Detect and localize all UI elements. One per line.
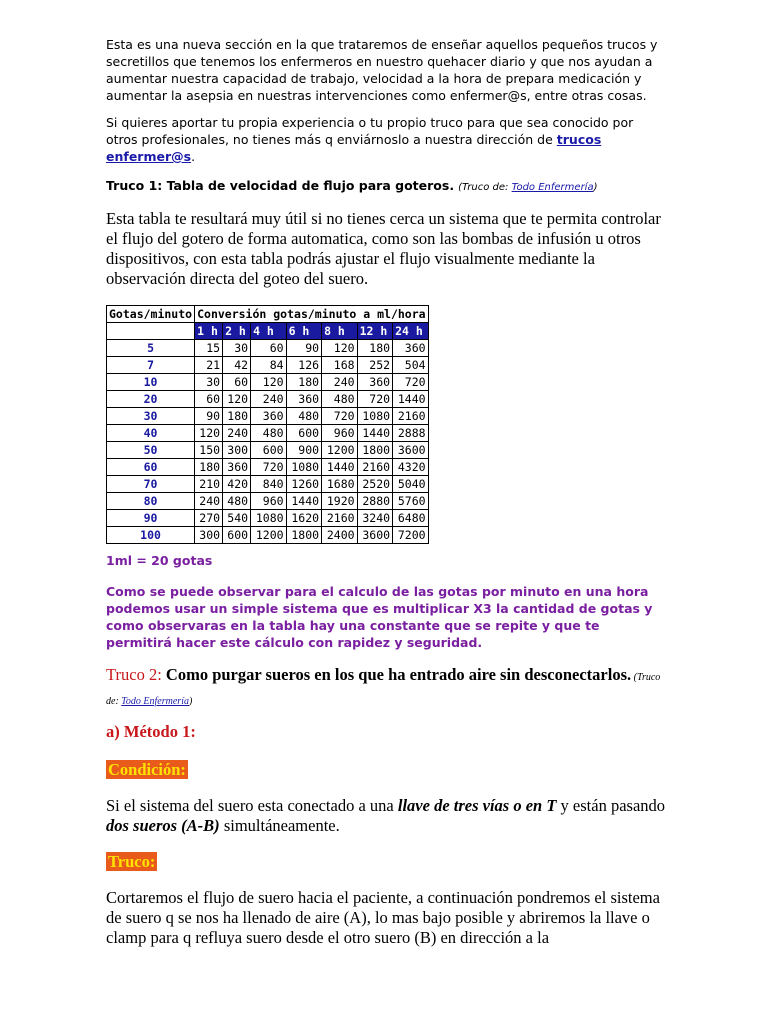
explanation-text: Como se puede observar para el calculo de las gotas por minuto en una hora podemos usar un simple sistema que es multiplicar X3 la cantidad de gotas y como observaras en la tabla hay una constante que se repite y que te permitirá hacer este cálculo con rapidez y seguridad. — [106, 584, 653, 650]
table-row — [107, 459, 429, 476]
ml-per-hour-cell: 600 — [286, 425, 322, 442]
ml-per-hour-cell: 360 — [393, 340, 429, 357]
table-row — [107, 374, 429, 391]
ml-per-hour-cell: 960 — [251, 493, 287, 510]
ml-per-hour-cell: 168 — [322, 357, 358, 374]
condition-text-2: y están pasando — [556, 796, 666, 815]
ml-per-hour-cell: 300 — [223, 442, 251, 459]
ml-per-hour-cell: 360 — [286, 391, 322, 408]
ml-per-hour-cell: 360 — [223, 459, 251, 476]
drops-per-minute-cell: 30 — [107, 408, 195, 425]
hour-header-cell: 12 h — [357, 323, 393, 340]
ml-per-hour-cell: 15 — [195, 340, 223, 357]
truco1-body-text: Esta tabla te resultará muy útil si no tienes cerca un sistema que te permita controlar el flujo del gotero de forma automatica, como son las bombas de infusión u otros dispositivos, con esta tabla podrás ajustar el flujo visualmente mediante la observación directa del goteo del suero. — [106, 209, 661, 288]
ml-per-hour-cell: 1080 — [286, 459, 322, 476]
ml-per-hour-cell: 720 — [251, 459, 287, 476]
method-label: a) Método 1: — [106, 722, 196, 741]
table-row — [107, 476, 429, 493]
drops-per-minute-cell: 60 — [107, 459, 195, 476]
ml-per-hour-cell: 60 — [223, 374, 251, 391]
condition-heading — [106, 760, 666, 780]
condition-label: Condición: — [108, 760, 186, 779]
ml-per-hour-cell: 840 — [251, 476, 287, 493]
drops-per-minute-cell: 40 — [107, 425, 195, 442]
drops-per-minute-cell: 80 — [107, 493, 195, 510]
ml-per-hour-cell: 1200 — [251, 527, 287, 544]
ml-per-hour-cell: 3240 — [357, 510, 393, 527]
table-row — [107, 527, 429, 544]
truco2-label: Truco 2: — [106, 665, 162, 684]
drops-per-minute-cell: 90 — [107, 510, 195, 527]
todo-enfermeria-link-2[interactable]: Todo Enfermería — [121, 696, 189, 707]
equivalence-text: 1ml = 20 gotas — [106, 553, 213, 568]
explanation-note — [106, 583, 666, 651]
truco1-credit-suffix: ) — [593, 182, 598, 193]
ml-per-hour-cell: 3600 — [357, 527, 393, 544]
ml-per-hour-cell: 720 — [357, 391, 393, 408]
table-row — [107, 408, 429, 425]
ml-per-hour-cell: 42 — [223, 357, 251, 374]
condition-body — [106, 796, 666, 836]
hour-header-cell: 8 h — [322, 323, 358, 340]
empty-corner-cell — [107, 323, 195, 340]
ml-per-hour-cell: 1620 — [286, 510, 322, 527]
truco1-body — [106, 209, 666, 289]
table-header-row — [107, 306, 429, 323]
ml-per-hour-cell: 120 — [251, 374, 287, 391]
trick-label: Truco: — [108, 852, 156, 871]
ml-per-hour-cell: 2160 — [357, 459, 393, 476]
ml-per-hour-cell: 21 — [195, 357, 223, 374]
ml-per-hour-cell: 300 — [195, 527, 223, 544]
ml-per-hour-cell: 4320 — [393, 459, 429, 476]
drops-per-minute-cell: 50 — [107, 442, 195, 459]
trick-body — [106, 888, 666, 948]
intro-text: Esta es una nueva sección en la que trataremos de enseñar aquellos pequeños trucos y secretillos que tenemos los enfermeros en nuestro quehacer diario y que nos ayudan a aumentar nuestra capacidad de trabajo, velocidad a la hora de prepara medicación y aumentar la asepsia en nuestras intervenciones como enfermer@s, entre otras cosas. — [106, 37, 658, 103]
ml-per-hour-cell: 150 — [195, 442, 223, 459]
ml-per-hour-cell: 1440 — [357, 425, 393, 442]
condition-text-1: Si el sistema del suero esta conectado a una — [106, 796, 398, 815]
ml-per-hour-cell: 600 — [251, 442, 287, 459]
table-row — [107, 340, 429, 357]
condition-emphasis-1: llave de tres vías o en T — [397, 796, 557, 815]
ml-per-hour-cell: 90 — [195, 408, 223, 425]
truco2-credit-prefix: (Truco de: — [106, 672, 661, 707]
ml-per-hour-cell: 5040 — [393, 476, 429, 493]
trick-body-text: Cortaremos el flujo de suero hacia el paciente, a continuación pondremos el sistema de suero q se nos ha llenado de aire (A), lo mas bajo posible y abriremos la llave o clamp para q refluya suero desde el otro suero (B) en dirección a la — [106, 888, 660, 947]
ml-per-hour-cell: 360 — [251, 408, 287, 425]
gotas-minuto-header: Gotas/minuto — [107, 306, 195, 323]
ml-per-hour-cell: 1680 — [322, 476, 358, 493]
equivalence-note — [106, 552, 666, 569]
ml-per-hour-cell: 90 — [286, 340, 322, 357]
ml-per-hour-cell: 210 — [195, 476, 223, 493]
ml-per-hour-cell: 1260 — [286, 476, 322, 493]
ml-per-hour-cell: 2400 — [322, 527, 358, 544]
ml-per-hour-cell: 180 — [357, 340, 393, 357]
ml-per-hour-cell: 720 — [322, 408, 358, 425]
ml-per-hour-cell: 7200 — [393, 527, 429, 544]
ml-per-hour-cell: 2888 — [393, 425, 429, 442]
ml-per-hour-cell: 1200 — [322, 442, 358, 459]
drops-per-minute-cell: 10 — [107, 374, 195, 391]
ml-per-hour-cell: 120 — [195, 425, 223, 442]
ml-per-hour-cell: 504 — [393, 357, 429, 374]
ml-per-hour-cell: 360 — [357, 374, 393, 391]
hour-header-cell: 2 h — [223, 323, 251, 340]
ml-per-hour-cell: 240 — [251, 391, 287, 408]
contribute-paragraph — [106, 114, 666, 165]
trucos-enfermeros-link[interactable]: trucos enfermer@s — [106, 132, 602, 164]
condition-text-3: simultáneamente. — [219, 816, 340, 835]
ml-per-hour-cell: 30 — [195, 374, 223, 391]
table-row — [107, 510, 429, 527]
hour-header-cell: 24 h — [393, 323, 429, 340]
ml-per-hour-cell: 720 — [393, 374, 429, 391]
drops-per-minute-cell: 5 — [107, 340, 195, 357]
truco2-credit-suffix: ) — [188, 696, 193, 707]
ml-per-hour-cell: 270 — [195, 510, 223, 527]
ml-per-hour-cell: 1440 — [393, 391, 429, 408]
drops-per-minute-cell: 70 — [107, 476, 195, 493]
trick-heading — [106, 852, 666, 872]
method-heading — [106, 722, 666, 742]
ml-per-hour-cell: 180 — [195, 459, 223, 476]
ml-per-hour-cell: 252 — [357, 357, 393, 374]
flow-rate-table — [106, 305, 429, 544]
truco2-title: Como purgar sueros en los que ha entrado aire sin desconectarlos. — [161, 665, 632, 684]
drops-per-minute-cell: 20 — [107, 391, 195, 408]
ml-per-hour-cell: 120 — [223, 391, 251, 408]
ml-per-hour-cell: 900 — [286, 442, 322, 459]
ml-per-hour-cell: 960 — [322, 425, 358, 442]
table-body — [107, 340, 429, 544]
ml-per-hour-cell: 2880 — [357, 493, 393, 510]
ml-per-hour-cell: 30 — [223, 340, 251, 357]
ml-per-hour-cell: 600 — [223, 527, 251, 544]
ml-per-hour-cell: 240 — [322, 374, 358, 391]
contribute-text: Si quieres aportar tu propia experiencia o tu propio truco para que sea conocido por otros profesionales, no tienes más q enviárnoslo a nuestra dirección de — [106, 115, 634, 147]
hour-header-cell: 1 h — [195, 323, 223, 340]
ml-per-hour-cell: 480 — [251, 425, 287, 442]
hour-header-cell: 6 h — [286, 323, 322, 340]
ml-per-hour-cell: 1080 — [357, 408, 393, 425]
drops-per-minute-cell: 100 — [107, 527, 195, 544]
truco1-heading — [106, 177, 666, 196]
table-row — [107, 425, 429, 442]
drops-per-minute-cell: 7 — [107, 357, 195, 374]
ml-per-hour-cell: 120 — [322, 340, 358, 357]
ml-per-hour-cell: 480 — [322, 391, 358, 408]
ml-per-hour-cell: 540 — [223, 510, 251, 527]
table-row — [107, 357, 429, 374]
truco1-credit-prefix: (Truco de: — [458, 182, 512, 193]
ml-per-hour-cell: 126 — [286, 357, 322, 374]
truco1-credit — [458, 182, 597, 193]
table-row — [107, 493, 429, 510]
ml-per-hour-cell: 240 — [223, 425, 251, 442]
ml-per-hour-cell: 1800 — [286, 527, 322, 544]
ml-per-hour-cell: 480 — [286, 408, 322, 425]
ml-per-hour-cell: 180 — [223, 408, 251, 425]
ml-per-hour-cell: 2160 — [393, 408, 429, 425]
table-row — [107, 391, 429, 408]
condition-emphasis-2: dos sueros (A-B) — [106, 816, 220, 835]
ml-per-hour-cell: 1920 — [322, 493, 358, 510]
ml-per-hour-cell: 1440 — [286, 493, 322, 510]
ml-per-hour-cell: 84 — [251, 357, 287, 374]
table-hours-row — [107, 323, 429, 340]
ml-per-hour-cell: 60 — [251, 340, 287, 357]
table-row — [107, 442, 429, 459]
ml-per-hour-cell: 180 — [286, 374, 322, 391]
ml-per-hour-cell: 1080 — [251, 510, 287, 527]
intro-paragraph — [106, 36, 666, 104]
ml-per-hour-cell: 1440 — [322, 459, 358, 476]
todo-enfermeria-link[interactable]: Todo Enfermería — [511, 182, 594, 193]
ml-per-hour-cell: 2520 — [357, 476, 393, 493]
ml-per-hour-cell: 1800 — [357, 442, 393, 459]
truco1-title: Truco 1: Tabla de velocidad de flujo para goteros. — [106, 178, 455, 193]
ml-per-hour-cell: 6480 — [393, 510, 429, 527]
ml-per-hour-cell: 2160 — [322, 510, 358, 527]
hour-header-cell: 4 h — [251, 323, 287, 340]
ml-per-hour-cell: 240 — [195, 493, 223, 510]
ml-per-hour-cell: 60 — [195, 391, 223, 408]
conversion-header: Conversión gotas/minuto a ml/hora — [195, 306, 428, 323]
contribute-period: . — [191, 149, 196, 164]
ml-per-hour-cell: 480 — [223, 493, 251, 510]
truco2-heading — [106, 664, 666, 712]
ml-per-hour-cell: 5760 — [393, 493, 429, 510]
ml-per-hour-cell: 420 — [223, 476, 251, 493]
ml-per-hour-cell: 3600 — [393, 442, 429, 459]
